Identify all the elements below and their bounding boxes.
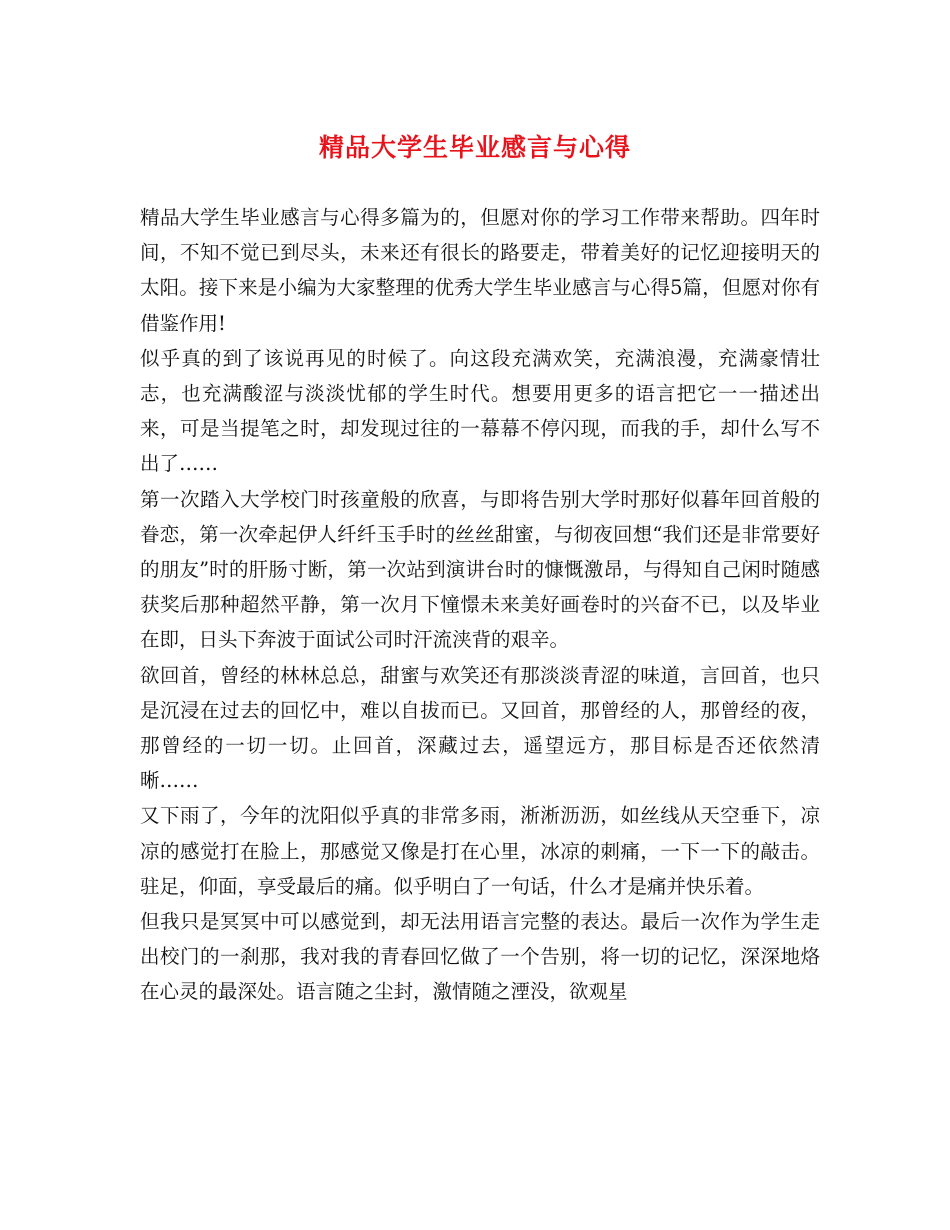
paragraph: 似乎真的到了该说再见的时候了。向这段充满欢笑，充满浪漫，充满豪情壮志，也充满酸涩与淡淡忧郁的学生时代。想要用更多的语言把它一一描述出来，可是当提笔之时，却发现过往的一幕幕不停闪现，而我的手，却什么写不出了……: [140, 346, 820, 476]
paragraph: 欲回首，曾经的林林总总，甜蜜与欢笑还有那淡淡青涩的味道，言回首，也只是沉浸在过去的回忆中，难以自拔而已。又回首，那曾经的人，那曾经的夜，那曾经的一切一切。止回首，深藏过去，遥望远方，那目标是否还依然清晰……: [140, 663, 820, 793]
paragraph: 但我只是冥冥中可以感觉到，却无法用语言完整的表达。最后一次作为学生走出校门的一刹那，我对我的青春回忆做了一个告别，将一切的记忆，深深地烙在心灵的最深处。语言随之尘封，激情随之湮没，欲观星: [140, 910, 820, 1004]
document-body: [140, 200, 820, 1010]
paragraph: 又下雨了，今年的沈阳似乎真的非常多雨，淅淅沥沥，如丝线从天空垂下，凉凉的感觉打在脸上，那感觉又像是打在心里，冰凉的刺痛，一下一下的敲击。驻足，仰面，享受最后的痛。似乎明白了一句话，什么才是痛并快乐着。: [140, 804, 820, 898]
paragraph: 第一次踏入大学校门时孩童般的欣喜，与即将告别大学时那好似暮年回首般的眷恋，第一次牵起伊人纤纤玉手时的丝丝甜蜜，与彻夜回想“我们还是非常要好的朋友”时的肝肠寸断，第一次站到演讲台时的慷慨激昂，与得知自己闲时随感获奖后那种超然平静，第一次月下憧憬未来美好画卷时的兴奋不已，以及毕业在即，日头下奔波于面试公司时汗流浃背的艰辛。: [140, 487, 820, 652]
document-title: 精品大学生毕业感言与心得: [318, 133, 631, 162]
paragraph: 精品大学生毕业感言与心得多篇为的，但愿对你的学习工作带来帮助。四年时间，不知不觉已到尽头，未来还有很长的路要走，带着美好的记忆迎接明天的太阳。接下来是小编为大家整理的优秀大学生毕业感言与心得5篇，但愿对你有借鉴作用!: [140, 206, 820, 335]
